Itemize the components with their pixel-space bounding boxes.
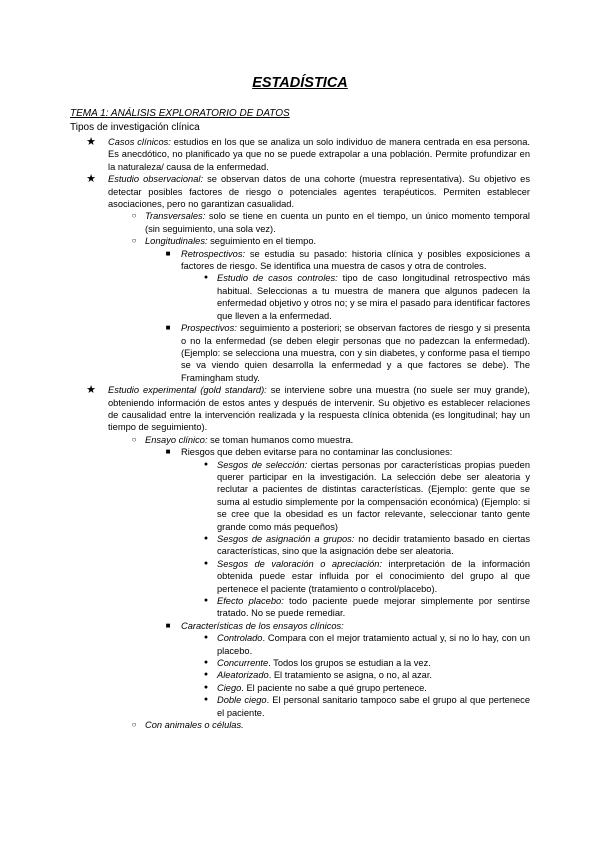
text-sesgos-asignacion: no decidir tratamiento basado en ciertas características, sino que la asignación debe ser aleatoria. bbox=[217, 534, 530, 557]
term-longitudinales: Longitudinales: bbox=[145, 236, 208, 247]
list-item-casos-clinicos bbox=[86, 136, 530, 173]
term-casos-clinicos: Casos clínicos: bbox=[108, 137, 171, 147]
dot-bullet-icon: ● bbox=[203, 634, 209, 642]
list-item-longitudinales bbox=[131, 235, 530, 247]
list-item-riesgos bbox=[165, 446, 530, 458]
text-aleatorizado: . El tratamiento se asigna, o no, al azar. bbox=[268, 670, 432, 681]
text-casos-clinicos: estudios en los que se analiza un solo individuo de manera centrada en esa persona. Es anecdótico, no planificado ya que no se puede extrapolar a una población. Permite profundizar en la naturaleza/ causa de la enfermedad. bbox=[108, 137, 530, 172]
dot-bullet-icon: ● bbox=[203, 597, 209, 605]
text-concurrente: . Todos los grupos se estudian a la vez. bbox=[268, 658, 431, 669]
text-ciego: . El paciente no sabe a qué grupo pertenece. bbox=[241, 682, 427, 693]
text-ensayo-clinico: se toman humanos como muestra. bbox=[207, 434, 354, 445]
dot-bullet-icon: ● bbox=[203, 460, 209, 468]
list-item-sesgos-valoracion bbox=[203, 558, 530, 595]
dot-bullet-icon: ● bbox=[203, 559, 209, 567]
term-ciego: Ciego bbox=[217, 682, 242, 693]
document-body bbox=[0, 136, 600, 732]
square-bullet-icon: ■ bbox=[165, 620, 171, 630]
section-heading: TEMA 1: ANÁLISIS EXPLORATORIO DE DATOS bbox=[70, 108, 290, 119]
circle-bullet-icon: ○ bbox=[131, 434, 137, 444]
circle-bullet-icon: ○ bbox=[131, 211, 137, 221]
circle-bullet-icon: ○ bbox=[131, 236, 137, 246]
term-prospectivos: Prospectivos: bbox=[181, 323, 237, 334]
square-bullet-icon: ■ bbox=[165, 323, 171, 333]
text-efecto-placebo: todo paciente puede mejorar simplemente por sentirse tratado. No se puede remediar. bbox=[217, 596, 530, 619]
list-item-estudio-experimental bbox=[86, 384, 531, 434]
document-title: ESTADÍSTICA bbox=[252, 75, 348, 91]
text-casos-controles: tipo de caso longitudinal retrospectivo más habitual. Seleccionas a tu muestra de manera que algunos padecen la enfermedad objetivo y otros no; y se mira el pasado para identificar factores que lleven a la enfermedad. bbox=[217, 273, 530, 321]
dot-bullet-icon: ● bbox=[203, 696, 209, 704]
term-ensayo-clinico: Ensayo clínico: bbox=[145, 434, 208, 445]
term-estudio-observacional: Estudio observacional: bbox=[108, 174, 204, 185]
square-bullet-icon: ■ bbox=[165, 248, 171, 258]
text-sesgos-seleccion: ciertas personas por características propias pueden querer participar en la investigación. La selección debe ser aleatoria y reclutar a pacientes de distintas características. (Ejemplo: gente que se suma al estudio simplemente por la compensación económica) (Ejemplo: si se cree que la obesidad es un factor relevante, seleccionar tanto gente grande como más pequeños) bbox=[217, 459, 530, 532]
list-item-doble-ciego bbox=[203, 694, 530, 719]
text-riesgos: Riesgos que deben evitarse para no contaminar las conclusiones: bbox=[181, 447, 453, 458]
term-caracteristicas: Características de los ensayos clínicos: bbox=[181, 620, 344, 631]
list-item-ciego bbox=[203, 682, 530, 694]
text-transversales: solo se tiene en cuenta un punto en el tiempo, un único momento temporal (sin seguimiento, una sola vez). bbox=[145, 211, 530, 234]
list-item-estudio-observacional bbox=[86, 173, 530, 210]
term-sesgos-valoracion: Sesgos de valoración o apreciación: bbox=[217, 558, 383, 569]
dot-bullet-icon: ● bbox=[203, 671, 209, 679]
list-item-efecto-placebo bbox=[203, 595, 530, 620]
dot-bullet-icon: ● bbox=[203, 274, 209, 282]
list-item-caracteristicas bbox=[165, 620, 530, 632]
text-retrospectivos: se estudia su pasado: historia clínica y posibles exposiciones a factores de riesgo. Se identifica una muestra de casos y otra de controles. bbox=[181, 248, 530, 272]
term-sesgos-asignacion: Sesgos de asignación a grupos: bbox=[217, 534, 355, 544]
star-bullet-icon: ★ bbox=[86, 384, 96, 397]
text-sesgos-valoracion: interpretación de la información obtenida puede estar influida por el conocimiento del grupo al que pertenece el paciente (tratamiento o control/placebo). bbox=[217, 558, 530, 594]
list-item-concurrente bbox=[203, 657, 530, 669]
text-estudio-experimental: se interviene sobre una muestra (no suele ser muy grande), obteniendo información de estos antes y después de intervenir. Su objetivo es establecer relaciones de causalidad entre la intervención realizada y la respuesta clínica obtenida (es longitudinal; hay un tiempo de seguimiento). bbox=[108, 385, 531, 433]
text-controlado: . Compara con el mejor tratamiento actual y, si no lo hay, con un placebo. bbox=[217, 633, 530, 656]
star-bullet-icon: ★ bbox=[86, 173, 96, 186]
list-item-sesgos-seleccion bbox=[203, 459, 530, 533]
text-estudio-observacional: se observan datos de una cohorte (muestra representativa). Su objetivo es detectar posibles factores de riesgo o potenciales agentes terapéuticos. Permiten establecer asociaciones, pero no garantizan casualidad. bbox=[108, 174, 530, 210]
text-doble-ciego: . El personal sanitario tampoco sabe el grupo al que pertenece el paciente. bbox=[217, 695, 530, 718]
star-bullet-icon: ★ bbox=[86, 136, 96, 148]
term-concurrente: Concurrente bbox=[217, 658, 269, 669]
term-retrospectivos: Retrospectivos: bbox=[181, 248, 246, 259]
list-item-casos-controles bbox=[203, 272, 530, 322]
text-longitudinales: seguimiento en el tiempo. bbox=[207, 236, 317, 247]
list-item-transversales bbox=[131, 210, 530, 235]
square-bullet-icon: ■ bbox=[165, 447, 171, 457]
circle-bullet-icon: ○ bbox=[131, 720, 137, 730]
term-aleatorizado: Aleatorizado bbox=[217, 670, 269, 681]
dot-bullet-icon: ● bbox=[203, 659, 209, 667]
list-item-ensayo-clinico bbox=[131, 434, 530, 446]
term-animales: Con animales o células. bbox=[145, 720, 244, 731]
dot-bullet-icon: ● bbox=[203, 535, 209, 542]
term-sesgos-seleccion: Sesgos de selección: bbox=[217, 459, 308, 470]
term-casos-controles: Estudio de casos controles: bbox=[217, 273, 338, 284]
intro-line: Tipos de investigación clínica bbox=[70, 122, 200, 133]
term-controlado: Controlado bbox=[217, 633, 263, 644]
list-item-sesgos-asignacion bbox=[203, 533, 530, 558]
list-item-retrospectivos bbox=[165, 248, 530, 273]
list-item-aleatorizado bbox=[203, 669, 530, 681]
term-estudio-experimental: Estudio experimental (gold standard): bbox=[108, 385, 267, 396]
list-item-prospectivos bbox=[165, 322, 530, 384]
term-efecto-placebo: Efecto placebo: bbox=[217, 596, 284, 607]
dot-bullet-icon: ● bbox=[203, 683, 209, 691]
text-prospectivos: seguimiento a posteriori; se observan factores de riesgo y si presenta o no la enfermedad (se deben elegir personas que no padezcan la enfermedad). (Ejemplo: se selecciona una muestra, con y sin diabetes, y conforme pasa el tiempo se va viendo quien desarrolla la enfermedad y a que factores se debe). The Framingham study. bbox=[181, 323, 530, 383]
list-item-animales bbox=[131, 719, 530, 731]
list-item-controlado bbox=[203, 632, 530, 657]
term-transversales: Transversales: bbox=[145, 211, 206, 222]
term-doble-ciego: Doble ciego bbox=[217, 695, 267, 706]
